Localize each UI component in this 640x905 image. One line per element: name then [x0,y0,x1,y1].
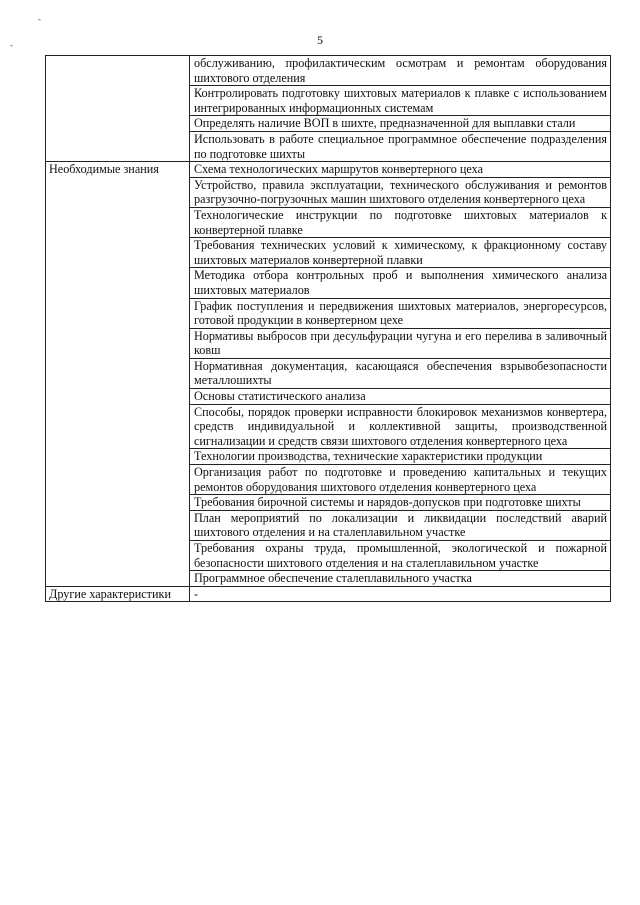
requirement-item: Методика отбора контрольных проб и выполнения химического анализа шихтовых материалов [190,268,611,298]
table-row [46,298,611,328]
table-row [46,389,611,405]
requirement-item: Программное обеспечение сталеплавильного участка [190,571,611,587]
table-row [46,465,611,495]
table-row [46,404,611,449]
table-row [46,238,611,268]
requirement-item: Способы, порядок проверки исправности блокировок механизмов конвертера, средств индивидуальной и коллективной защиты, производственной сигнализации и средств связи шихтового отделения конвертерного цеха [190,404,611,449]
requirement-item: Требования бирочной системы и нарядов-допусков при подготовке шихты [190,495,611,511]
section-label-cell [46,86,190,116]
section-label-cell [46,56,190,86]
section-label-cell [46,238,190,268]
section-label-cell [46,328,190,358]
table-row [46,177,611,207]
table-row [46,495,611,511]
table-row [46,116,611,132]
requirement-item: - [190,586,611,602]
section-label-cell [46,358,190,388]
section-label-cell [46,541,190,571]
requirement-item: Требования охраны труда, промышленной, экологической и пожарной безопасности шихтового отделения и на сталеплавильном участке [190,541,611,571]
requirement-item: Нормативы выбросов при десульфурации чугуна и его перелива в заливочный ковш [190,328,611,358]
section-label-cell: Необходимые знания [46,162,190,178]
table-row [46,510,611,540]
page-number: 5 [317,33,323,47]
requirement-item: Нормативная документация, касающаяся обеспечения взрывобезопасности металлошихты [190,358,611,388]
section-label-cell [46,449,190,465]
requirement-item: Технологические инструкции по подготовке шихтовых материалов к конвертерной плавке [190,207,611,237]
table-row [46,56,611,86]
section-label-cell [46,298,190,328]
requirement-item: Технологии производства, технические характеристики продукции [190,449,611,465]
corner-mark: - [38,14,41,24]
requirement-item: Использовать в работе специальное программное обеспечение подразделения по подготовке шихты [190,131,611,161]
table-row [46,162,611,178]
table-row [46,86,611,116]
table-row [46,449,611,465]
section-label-cell [46,116,190,132]
section-label-cell [46,495,190,511]
section-label-cell [46,404,190,449]
requirement-item: Требования технических условий к химическому, к фракционному составу шихтовых материалов конвертерной плавки [190,238,611,268]
requirement-item: Контролировать подготовку шихтовых материалов к плавке с использованием интегрированных информационных системам [190,86,611,116]
table-row [46,328,611,358]
table-row [46,541,611,571]
table-row [46,207,611,237]
corner-mark: - [10,40,13,50]
requirement-item: График поступления и передвижения шихтовых материалов, энергоресурсов, готовой продукции в конвертерном цехе [190,298,611,328]
table-row [46,131,611,161]
competency-table [45,55,611,602]
table-row [46,268,611,298]
requirement-item: Организация работ по подготовке и проведению капитальных и текущих ремонтов оборудования шихтового отделения конвертерного цеха [190,465,611,495]
requirement-item: Определять наличие ВОП в шихте, предназначенной для выплавки стали [190,116,611,132]
section-label-cell [46,177,190,207]
table-row [46,586,611,602]
requirement-item: обслуживанию, профилактическим осмотрам и ремонтам оборудования шихтового отделения [190,56,611,86]
requirement-item: План мероприятий по локализации и ликвидации последствий аварий шихтового отделения и на сталеплавильном участке [190,510,611,540]
requirement-item: Устройство, правила эксплуатации, технического обслуживания и ремонтов разгрузочно-погрузочных машин шихтового отделения конвертерного цеха [190,177,611,207]
requirement-item: Схема технологических маршрутов конвертерного цеха [190,162,611,178]
section-label-cell [46,268,190,298]
section-label-cell [46,465,190,495]
section-label-cell [46,207,190,237]
section-label-cell: Другие характеристики [46,586,190,602]
table-row [46,358,611,388]
section-label-cell [46,131,190,161]
table-row [46,571,611,587]
section-label-cell [46,571,190,587]
section-label-cell [46,389,190,405]
requirement-item: Основы статистического анализа [190,389,611,405]
section-label-cell [46,510,190,540]
